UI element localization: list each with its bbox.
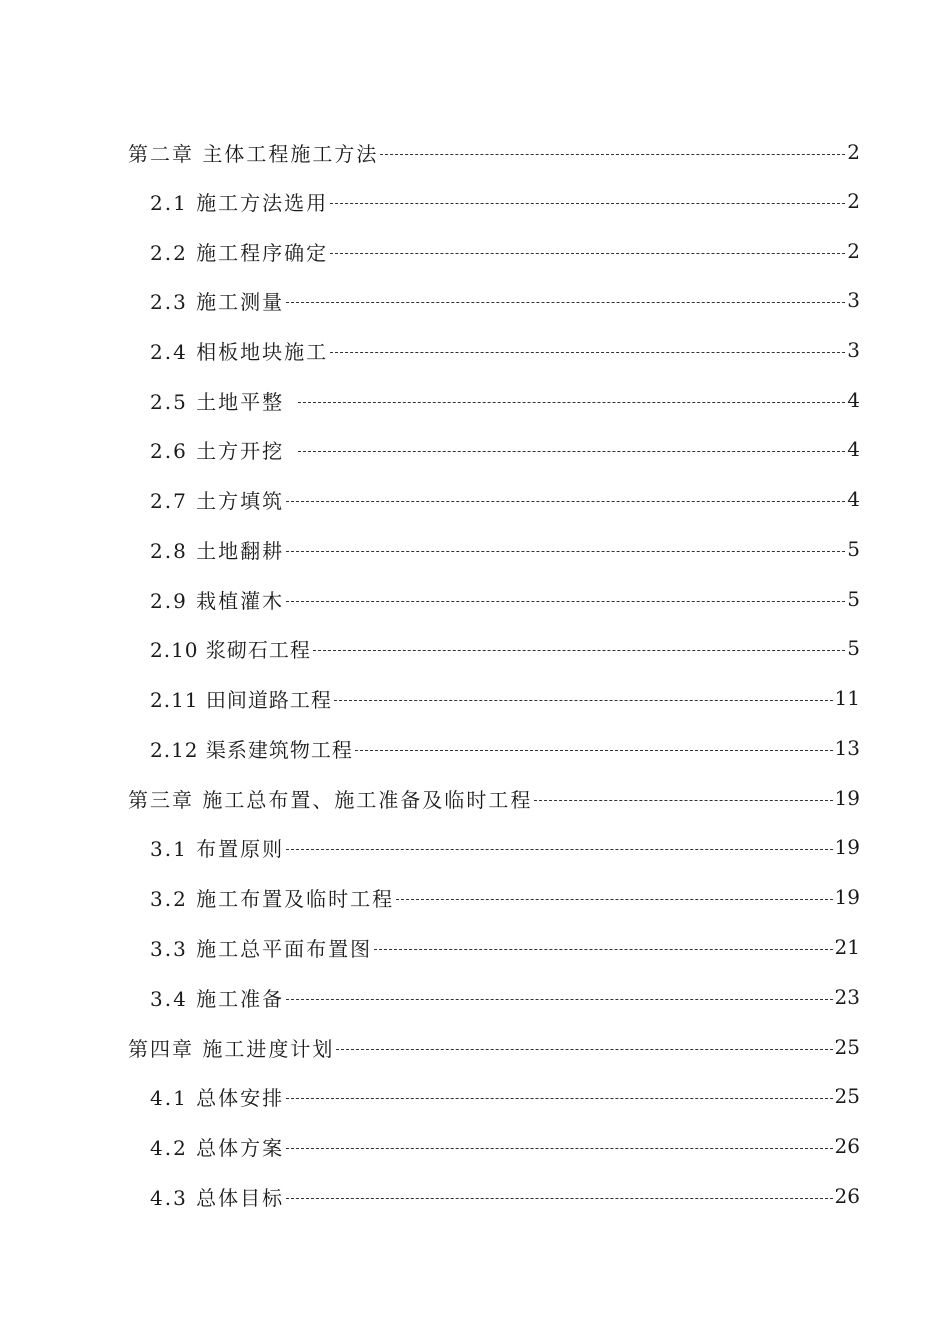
toc-entry-chapter-4[interactable] xyxy=(128,1032,860,1062)
toc-entry-title: 第三章 施工总布置、施工准备及临时工程 xyxy=(128,787,533,812)
toc-entry-chapter-2[interactable] xyxy=(128,137,860,167)
toc-page-number: 19 xyxy=(834,885,860,909)
toc-dot-leader xyxy=(336,1049,832,1050)
toc-dot-leader xyxy=(330,203,845,204)
toc-dot-leader xyxy=(286,999,832,1000)
toc-entry-4-3[interactable] xyxy=(150,1181,860,1211)
toc-dot-leader xyxy=(286,849,832,850)
toc-entry-title: 第四章 施工进度计划 xyxy=(128,1036,335,1061)
toc-page-number: 3 xyxy=(847,338,860,362)
toc-page-number: 26 xyxy=(834,1134,860,1158)
toc-entry-3-4[interactable] xyxy=(150,982,860,1012)
toc-page-number: 21 xyxy=(834,935,860,959)
toc-dot-leader xyxy=(374,949,832,950)
toc-dot-leader xyxy=(334,700,833,701)
toc-entry-2-11[interactable] xyxy=(150,683,860,713)
toc-entry-3-1[interactable] xyxy=(150,832,860,862)
toc-dot-leader xyxy=(286,1198,832,1199)
toc-entry-2-9[interactable] xyxy=(150,584,860,614)
toc-dot-leader xyxy=(286,551,845,552)
toc-entry-title: 3.4 施工准备 xyxy=(150,986,285,1011)
toc-page-number: 3 xyxy=(847,288,860,312)
toc-dot-leader xyxy=(380,154,845,155)
toc-entry-2-10[interactable] xyxy=(150,633,860,663)
toc-page-number: 5 xyxy=(847,636,860,660)
toc-page-number: 5 xyxy=(847,587,860,611)
toc-entry-2-1[interactable] xyxy=(150,186,860,216)
toc-entry-4-1[interactable] xyxy=(150,1081,860,1111)
toc-entry-3-3[interactable] xyxy=(150,932,860,962)
toc-page-number: 19 xyxy=(834,835,860,859)
toc-entry-title: 2.12 渠系建筑物工程 xyxy=(150,737,353,762)
toc-entry-title: 2.6 土方开挖 xyxy=(150,438,285,463)
toc-page-number: 2 xyxy=(847,140,860,164)
toc-entry-2-3[interactable] xyxy=(150,285,860,315)
toc-entry-title: 4.3 总体目标 xyxy=(150,1185,285,1210)
toc-entry-chapter-3[interactable] xyxy=(128,783,860,813)
toc-dot-leader xyxy=(330,253,845,254)
toc-entry-title: 2.8 土地翻耕 xyxy=(150,538,285,563)
toc-page-number: 25 xyxy=(834,1084,860,1108)
toc-dot-leader xyxy=(286,1098,832,1099)
toc-entry-title: 4.2 总体方案 xyxy=(150,1135,285,1160)
toc-entry-title: 2.1 施工方法选用 xyxy=(150,190,329,215)
toc-page-number: 4 xyxy=(847,437,860,461)
toc-entry-title: 3.3 施工总平面布置图 xyxy=(150,936,373,961)
toc-entry-title: 2.10 浆砌石工程 xyxy=(150,637,311,662)
toc-page-number: 4 xyxy=(847,388,860,412)
toc-entry-title: 4.1 总体安排 xyxy=(150,1085,285,1110)
toc-page-number: 26 xyxy=(834,1184,860,1208)
toc-dot-leader xyxy=(286,601,845,602)
toc-page-number: 13 xyxy=(834,736,860,760)
toc-page-number: 11 xyxy=(834,686,860,710)
toc-dot-leader xyxy=(286,501,845,502)
toc-dot-leader xyxy=(298,451,845,452)
toc-entry-3-2[interactable] xyxy=(150,882,860,912)
toc-entry-2-4[interactable] xyxy=(150,335,860,365)
toc-entry-title: 2.2 施工程序确定 xyxy=(150,240,329,265)
toc-entry-2-8[interactable] xyxy=(150,534,860,564)
toc-page-number: 5 xyxy=(847,537,860,561)
toc-dot-leader xyxy=(534,800,832,801)
toc-entry-title: 3.1 布置原则 xyxy=(150,836,285,861)
toc-dot-leader xyxy=(330,352,845,353)
toc-entry-title: 2.5 土地平整 xyxy=(150,389,285,414)
toc-dot-leader xyxy=(286,1148,832,1149)
toc-page-number: 2 xyxy=(847,189,860,213)
toc-entry-2-6[interactable] xyxy=(150,434,860,464)
toc-page-number: 19 xyxy=(834,786,860,810)
toc-dot-leader xyxy=(396,899,832,900)
toc-entry-title: 2.7 土方填筑 xyxy=(150,488,285,513)
toc-entry-title: 3.2 施工布置及临时工程 xyxy=(150,886,395,911)
toc-entry-2-2[interactable] xyxy=(150,236,860,266)
toc-dot-leader xyxy=(313,650,845,651)
toc-entry-2-7[interactable] xyxy=(150,484,860,514)
toc-page-number: 2 xyxy=(847,239,860,263)
toc-entry-2-5[interactable] xyxy=(150,385,860,415)
toc-dot-leader xyxy=(286,302,845,303)
toc-page-number: 25 xyxy=(834,1035,860,1059)
toc-entry-title: 第二章 主体工程施工方法 xyxy=(128,141,379,166)
toc-entry-4-2[interactable] xyxy=(150,1131,860,1161)
toc-page-number: 23 xyxy=(834,985,860,1009)
toc-dot-leader xyxy=(298,402,845,403)
toc-page-number: 4 xyxy=(847,487,860,511)
toc-entry-title: 2.9 栽植灌木 xyxy=(150,588,285,613)
toc-dot-leader xyxy=(355,750,833,751)
toc-entry-2-12[interactable] xyxy=(150,733,860,763)
toc-entry-title: 2.3 施工测量 xyxy=(150,289,285,314)
toc-entry-title: 2.4 相板地块施工 xyxy=(150,339,329,364)
toc-entry-title: 2.11 田间道路工程 xyxy=(150,687,332,712)
